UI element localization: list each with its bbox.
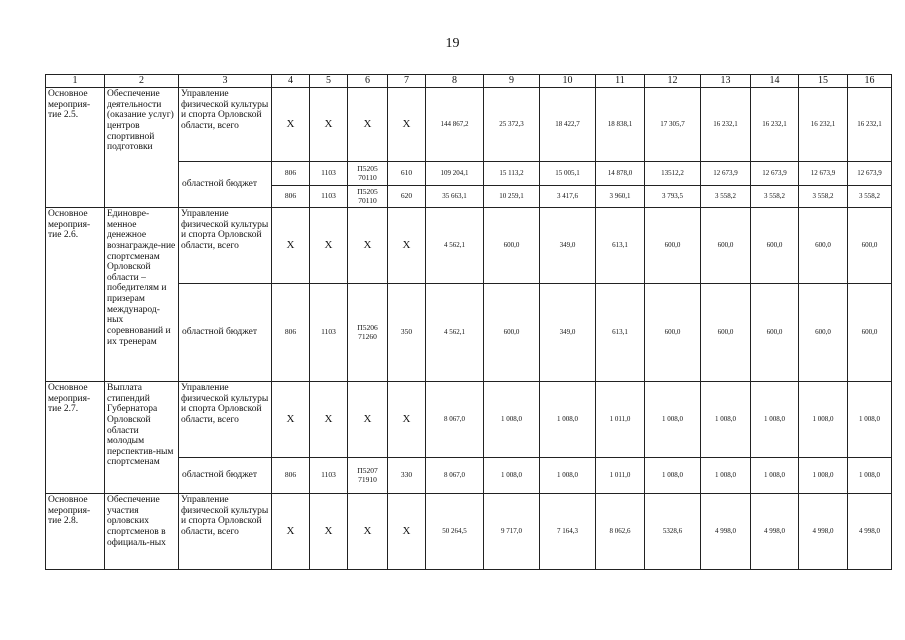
value-cell: 16 232,1: [848, 88, 892, 162]
cell-c4: 806: [272, 186, 310, 208]
cell-c5: 1103: [310, 458, 348, 494]
cell-c4: 806: [272, 458, 310, 494]
value-cell: 3 793,5: [645, 186, 701, 208]
value-cell: 600,0: [484, 284, 540, 382]
col-header: 6: [348, 75, 388, 88]
value-cell: 16 232,1: [751, 88, 799, 162]
value-cell: 349,0: [540, 284, 596, 382]
cell-c4: X: [272, 88, 310, 162]
value-cell: 4 998,0: [701, 494, 751, 570]
measure-number: Основное мероприя-тие 2.7.: [46, 382, 105, 494]
executor: Управление физической культуры и спорта Орловской области, всего: [179, 208, 272, 284]
value-cell: 3 558,2: [848, 186, 892, 208]
cell-c5: X: [310, 208, 348, 284]
value-cell: 17 305,7: [645, 88, 701, 162]
cell-c6: П5205 70110: [348, 162, 388, 186]
executor: Управление физической культуры и спорта Орловской области, всего: [179, 494, 272, 570]
value-cell: 1 008,0: [799, 458, 848, 494]
value-cell: 109 204,1: [426, 162, 484, 186]
cell-c7: X: [388, 208, 426, 284]
value-cell: 1 011,0: [596, 458, 645, 494]
value-cell: 5328,6: [645, 494, 701, 570]
value-cell: 16 232,1: [799, 88, 848, 162]
cell-c5: 1103: [310, 284, 348, 382]
cell-c5: X: [310, 382, 348, 458]
value-cell: 1 008,0: [701, 458, 751, 494]
budget-table: [45, 74, 892, 570]
value-cell: 613,1: [596, 284, 645, 382]
value-cell: 4 998,0: [799, 494, 848, 570]
value-cell: 18 422,7: [540, 88, 596, 162]
cell-c6: X: [348, 208, 388, 284]
value-cell: 3 558,2: [799, 186, 848, 208]
value-cell: 4 562,1: [426, 284, 484, 382]
value-cell: 600,0: [701, 208, 751, 284]
value-cell: 600,0: [701, 284, 751, 382]
col-header: 10: [540, 75, 596, 88]
value-cell: 3 960,1: [596, 186, 645, 208]
value-cell: 1 008,0: [751, 382, 799, 458]
table-row: [46, 494, 892, 570]
value-cell: 18 838,1: [596, 88, 645, 162]
value-cell: 1 008,0: [751, 458, 799, 494]
value-cell: 1 008,0: [540, 458, 596, 494]
col-header: 4: [272, 75, 310, 88]
value-cell: 1 008,0: [848, 458, 892, 494]
value-cell: 10 259,1: [484, 186, 540, 208]
executor: Управление физической культуры и спорта Орловской области, всего: [179, 382, 272, 458]
value-cell: 600,0: [799, 284, 848, 382]
value-cell: 4 998,0: [751, 494, 799, 570]
col-header: 9: [484, 75, 540, 88]
value-cell: 9 717,0: [484, 494, 540, 570]
value-cell: 1 008,0: [540, 382, 596, 458]
value-cell: 613,1: [596, 208, 645, 284]
value-cell: 349,0: [540, 208, 596, 284]
value-cell: 3 558,2: [701, 186, 751, 208]
cell-c6: X: [348, 382, 388, 458]
value-cell: 4 562,1: [426, 208, 484, 284]
col-header: 2: [105, 75, 179, 88]
measure-number: Основное мероприя-тие 2.8.: [46, 494, 105, 570]
cell-c4: 806: [272, 284, 310, 382]
value-cell: 600,0: [484, 208, 540, 284]
col-header: 12: [645, 75, 701, 88]
cell-c7: X: [388, 382, 426, 458]
table-row: [46, 382, 892, 458]
cell-c5: X: [310, 88, 348, 162]
measure-number: Основное мероприя-тие 2.6.: [46, 208, 105, 382]
cell-c4: X: [272, 382, 310, 458]
cell-c6: П5207 71910: [348, 458, 388, 494]
value-cell: 3 558,2: [751, 186, 799, 208]
value-cell: 14 878,0: [596, 162, 645, 186]
cell-c4: 806: [272, 162, 310, 186]
measure-name: Обеспечение участия орловских спортсменов в официаль-ных: [105, 494, 179, 570]
value-cell: 8 067,0: [426, 382, 484, 458]
col-header: 8: [426, 75, 484, 88]
cell-c5: X: [310, 494, 348, 570]
measure-number: Основное мероприя-тие 2.5.: [46, 88, 105, 208]
value-cell: 12 673,9: [701, 162, 751, 186]
executor: областной бюджет: [179, 458, 272, 494]
cell-c6: П5206 71260: [348, 284, 388, 382]
value-cell: 1 008,0: [484, 458, 540, 494]
value-cell: 12 673,9: [799, 162, 848, 186]
table-row: [46, 88, 892, 162]
col-header: 15: [799, 75, 848, 88]
cell-c5: 1103: [310, 162, 348, 186]
cell-c4: X: [272, 208, 310, 284]
col-header: 13: [701, 75, 751, 88]
executor: областной бюджет: [179, 162, 272, 208]
value-cell: 600,0: [848, 208, 892, 284]
cell-c7: X: [388, 88, 426, 162]
cell-c7: X: [388, 494, 426, 570]
value-cell: 600,0: [751, 208, 799, 284]
col-header: 11: [596, 75, 645, 88]
col-header: 14: [751, 75, 799, 88]
cell-c7: 330: [388, 458, 426, 494]
value-cell: 600,0: [848, 284, 892, 382]
value-cell: 1 008,0: [645, 458, 701, 494]
value-cell: 15 113,2: [484, 162, 540, 186]
measure-name: Выплата стипендий Губернатора Орловской области молодым перспектив-ным спортсменам: [105, 382, 179, 494]
value-cell: 1 008,0: [484, 382, 540, 458]
value-cell: 600,0: [645, 208, 701, 284]
value-cell: 8 062,6: [596, 494, 645, 570]
value-cell: 600,0: [799, 208, 848, 284]
cell-c4: X: [272, 494, 310, 570]
value-cell: 50 264,5: [426, 494, 484, 570]
value-cell: 25 372,3: [484, 88, 540, 162]
value-cell: 35 663,1: [426, 186, 484, 208]
value-cell: 600,0: [751, 284, 799, 382]
value-cell: 12 673,9: [751, 162, 799, 186]
table-row: [46, 208, 892, 284]
col-header: 3: [179, 75, 272, 88]
value-cell: 1 008,0: [701, 382, 751, 458]
value-cell: 16 232,1: [701, 88, 751, 162]
page-number: 19: [445, 36, 460, 51]
value-cell: 7 164,3: [540, 494, 596, 570]
col-header: 16: [848, 75, 892, 88]
value-cell: 1 008,0: [848, 382, 892, 458]
value-cell: 1 008,0: [799, 382, 848, 458]
cell-c6: X: [348, 494, 388, 570]
measure-name: Единовре-менное денежное вознагражде-ние спортсменам Орловской области – победителям и призерам международ-ных соревнований и их тренерам: [105, 208, 179, 382]
value-cell: 3 417,6: [540, 186, 596, 208]
value-cell: 1 008,0: [645, 382, 701, 458]
cell-c5: 1103: [310, 186, 348, 208]
cell-c7: 350: [388, 284, 426, 382]
cell-c7: 610: [388, 162, 426, 186]
value-cell: 12 673,9: [848, 162, 892, 186]
value-cell: 1 011,0: [596, 382, 645, 458]
value-cell: 144 867,2: [426, 88, 484, 162]
measure-name: Обеспечение деятельности (оказание услуг) центров спортивной подготовки: [105, 88, 179, 208]
cell-c6: X: [348, 88, 388, 162]
executor: областной бюджет: [179, 284, 272, 382]
value-cell: 15 005,1: [540, 162, 596, 186]
cell-c7: 620: [388, 186, 426, 208]
col-header: 1: [46, 75, 105, 88]
executor: Управление физической культуры и спорта Орловской области, всего: [179, 88, 272, 162]
value-cell: 8 067,0: [426, 458, 484, 494]
value-cell: 4 998,0: [848, 494, 892, 570]
value-cell: 600,0: [645, 284, 701, 382]
col-header: 5: [310, 75, 348, 88]
header-row: [46, 75, 892, 88]
value-cell: 13512,2: [645, 162, 701, 186]
col-header: 7: [388, 75, 426, 88]
cell-c6: П5205 70110: [348, 186, 388, 208]
